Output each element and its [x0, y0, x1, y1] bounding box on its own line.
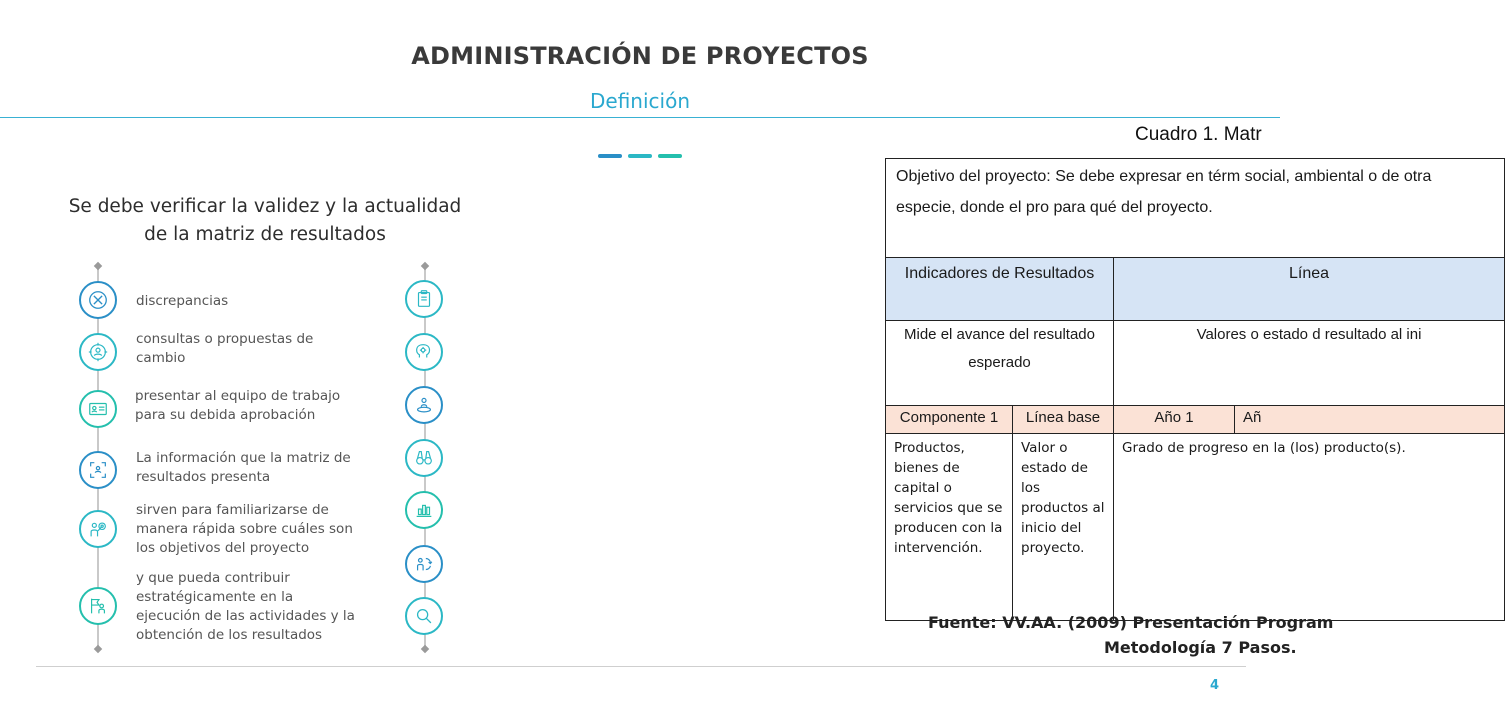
timeline-end-diamond [94, 645, 102, 653]
id-card-icon [79, 390, 117, 428]
magnifier-icon [405, 597, 443, 635]
target-person-icon [79, 333, 117, 371]
linea-header: Línea [1114, 258, 1505, 321]
productos-cell: Productos, bienes de capital o servicios que se producen con la intervención. [886, 434, 1013, 621]
table-caption: Cuadro 1. Matr [1135, 124, 1262, 145]
page-title: ADMINISTRACIÓN DE PROYECTOS [411, 42, 869, 70]
source-line: Fuente: VV.AA. (2009) Presentación Program [928, 613, 1334, 632]
valor-estado-cell: Valor o estado de los productos al inicio del proyecto. [1013, 434, 1114, 621]
heading-line: Se debe verificar la validez y la actualidad [68, 196, 462, 217]
x-circle-icon [79, 281, 117, 319]
timeline-end-diamond [421, 262, 429, 270]
accent-dash [628, 154, 652, 158]
expand-arrows-icon [79, 451, 117, 489]
indicadores-header: Indicadores de Resultados [886, 258, 1114, 321]
list-item: consultas o propuestas de cambio [136, 331, 314, 366]
anio1-header: Año 1 [1114, 406, 1235, 434]
list-item: y que pueda contribuir estratégicamente en la ejecución de las actividades y la obtención de los resultados [136, 570, 355, 643]
brain-gear-icon [405, 333, 443, 371]
list-item: La información que la matriz de resultados presenta [136, 450, 351, 485]
results-matrix-table [885, 158, 1432, 610]
person-target-icon [79, 510, 117, 548]
grado-cell: Grado de progreso en la (los) producto(s). [1114, 434, 1505, 621]
person-platform-icon [405, 386, 443, 424]
source-line: Metodología 7 Pasos. [1104, 638, 1297, 657]
list-item: discrepancias [136, 293, 229, 309]
objective-cell: Objetivo del proyecto: Se debe expresar en térm social, ambiental o de otra especie, donde el pro para qué del proyecto. [886, 159, 1505, 258]
timeline-end-diamond [421, 645, 429, 653]
binoculars-icon [405, 439, 443, 477]
person-cycle-icon [405, 545, 443, 583]
flag-person-icon [79, 587, 117, 625]
podium-chart-icon [405, 491, 443, 529]
page-subtitle: Definición [590, 89, 690, 113]
componente-header: Componente 1 [886, 406, 1013, 434]
linea-base-header: Línea base [1013, 406, 1114, 434]
heading-line: de la matriz de resultados [144, 224, 386, 245]
accent-dashes [598, 154, 682, 158]
source-note [928, 610, 1334, 660]
anio-n-header: Añ [1235, 406, 1505, 434]
clipboard-icon [405, 280, 443, 318]
timeline-end-diamond [94, 262, 102, 270]
list-item: presentar al equipo de trabajo para su debida aprobación [135, 388, 341, 423]
accent-dash [598, 154, 622, 158]
valores-cell: Valores o estado d resultado al ini [1114, 321, 1505, 406]
bottom-divider [36, 666, 1246, 667]
section-heading [50, 193, 480, 249]
top-divider [0, 117, 1280, 118]
mide-cell: Mide el avance del resultado esperado [886, 321, 1114, 406]
accent-dash [658, 154, 682, 158]
list-item: sirven para familiarizarse de manera rápida sobre cuáles son los objetivos del proyecto [136, 502, 353, 556]
page-number: 4 [1210, 678, 1220, 693]
